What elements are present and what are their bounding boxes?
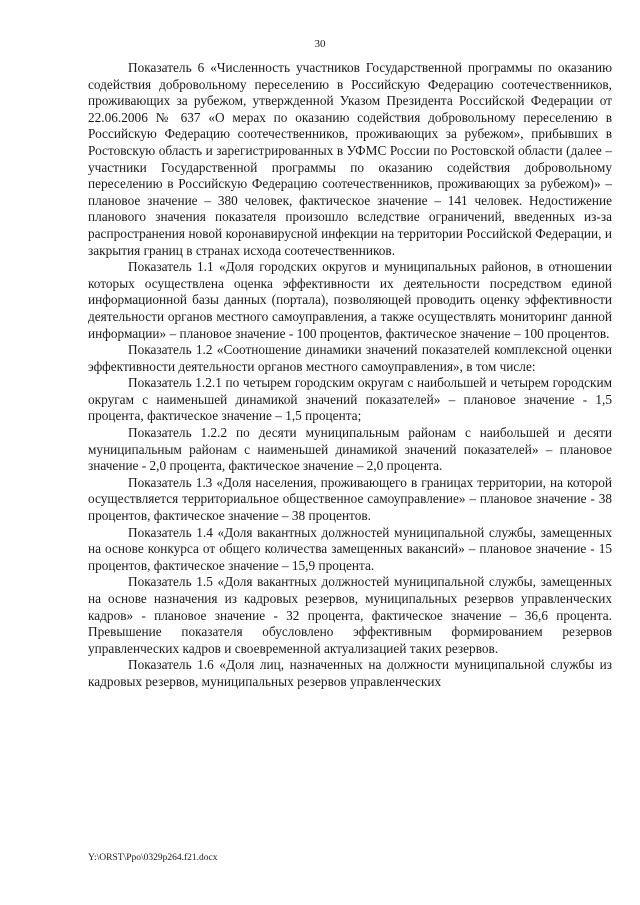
paragraph-indicator-1-1: Показатель 1.1 «Доля городских округов и муниципальных районов, в отношении которых осуществлена оценка эффективности их деятельности посредством единой информационной базы данных (портала), позволяющей проводить оценку эффективности деятельности органов местного самоуправления, а также осуществлять мониторинг данной информации» – плановое значение - 100 процентов, фактическое значение – 100 процентов. xyxy=(88,259,612,341)
paragraph-indicator-1-5: Показатель 1.5 «Доля вакантных должностей муниципальной службы, замещенных на основе назначения из кадровых резервов, муниципальных резервов управленческих кадров» - плановое значение - 32 процента, фактическое значение – 36,6 процента. Превышение показателя обусловлено эффективным формированием резервов управленческих кадров и своевременной актуализацией таких резервов. xyxy=(88,574,612,656)
paragraph-indicator-1-6: Показатель 1.6 «Доля лиц, назначенных на должности муниципальной службы из кадровых резервов, муниципальных резервов управленческих xyxy=(88,657,612,689)
paragraph-indicator-1-3: Показатель 1.3 «Доля населения, проживающего в границах территории, на которой осуществляется территориальное общественное самоуправление» – плановое значение - 38 процентов, фактическое значение – 38 процентов. xyxy=(88,474,612,524)
paragraph-indicator-1-2-2: Показатель 1.2.2 по десяти муниципальным районам с наибольшей и десяти муниципальным районам с наименьшей динамикой значений показателей» – плановое значение - 2,0 процента, фактическое значение – 2,0 процента. xyxy=(88,425,612,474)
page-number: 30 xyxy=(314,38,326,50)
document-body xyxy=(88,60,612,691)
paragraph-indicator-1-2-1: Показатель 1.2.1 по четырем городским округам с наибольшей и четырем городским округам с наименьшей динамикой значений показателей» – плановое значение - 1,5 процента, фактическое значение – 1,5 процента; xyxy=(88,375,612,424)
paragraph-indicator-1-4: Показатель 1.4 «Доля вакантных должностей муниципальной службы, замещенных на основе конкурса от общего количества замещенных вакансий» – плановое значение - 15 процентов, фактическое значение – 15,9 процента. xyxy=(88,524,612,573)
paragraph-indicator-6: Показатель 6 «Численность участников Государственной программы по оказанию содействия добровольному переселению в Российскую Федерацию соотечественников, проживающих за рубежом, утвержденной Указом Президента Российской Федерации от 22.06.2006 № 637 «О мерах по оказанию содействия добровольному переселению в Российскую Федерацию соотечественников, проживающих за рубежом», прибывших в Ростовскую область и зарегистрированных в УФМС России по Ростовской области (далее – участники Государственной программы по оказанию содействия добровольному переселению в Российскую Федерацию соотечественников, проживающих за рубежом)» – плановое значение – 380 человек, фактическое значение – 141 человек. Недостижение планового значения показателя произошло вследствие ограничений, введенных из-за распространения новой коронавирусной инфекции на территории Российской Федерации, и закрытия границ в странах исхода соотечественников. xyxy=(88,60,612,258)
paragraph-indicator-1-2: Показатель 1.2 «Соотношение динамики значений показателей комплексной оценки эффективности деятельности органов местного самоуправления», в том числе: xyxy=(88,342,612,374)
footer-file-path: Y:\ORST\Ppo\0329p264.f21.docx xyxy=(88,853,218,863)
